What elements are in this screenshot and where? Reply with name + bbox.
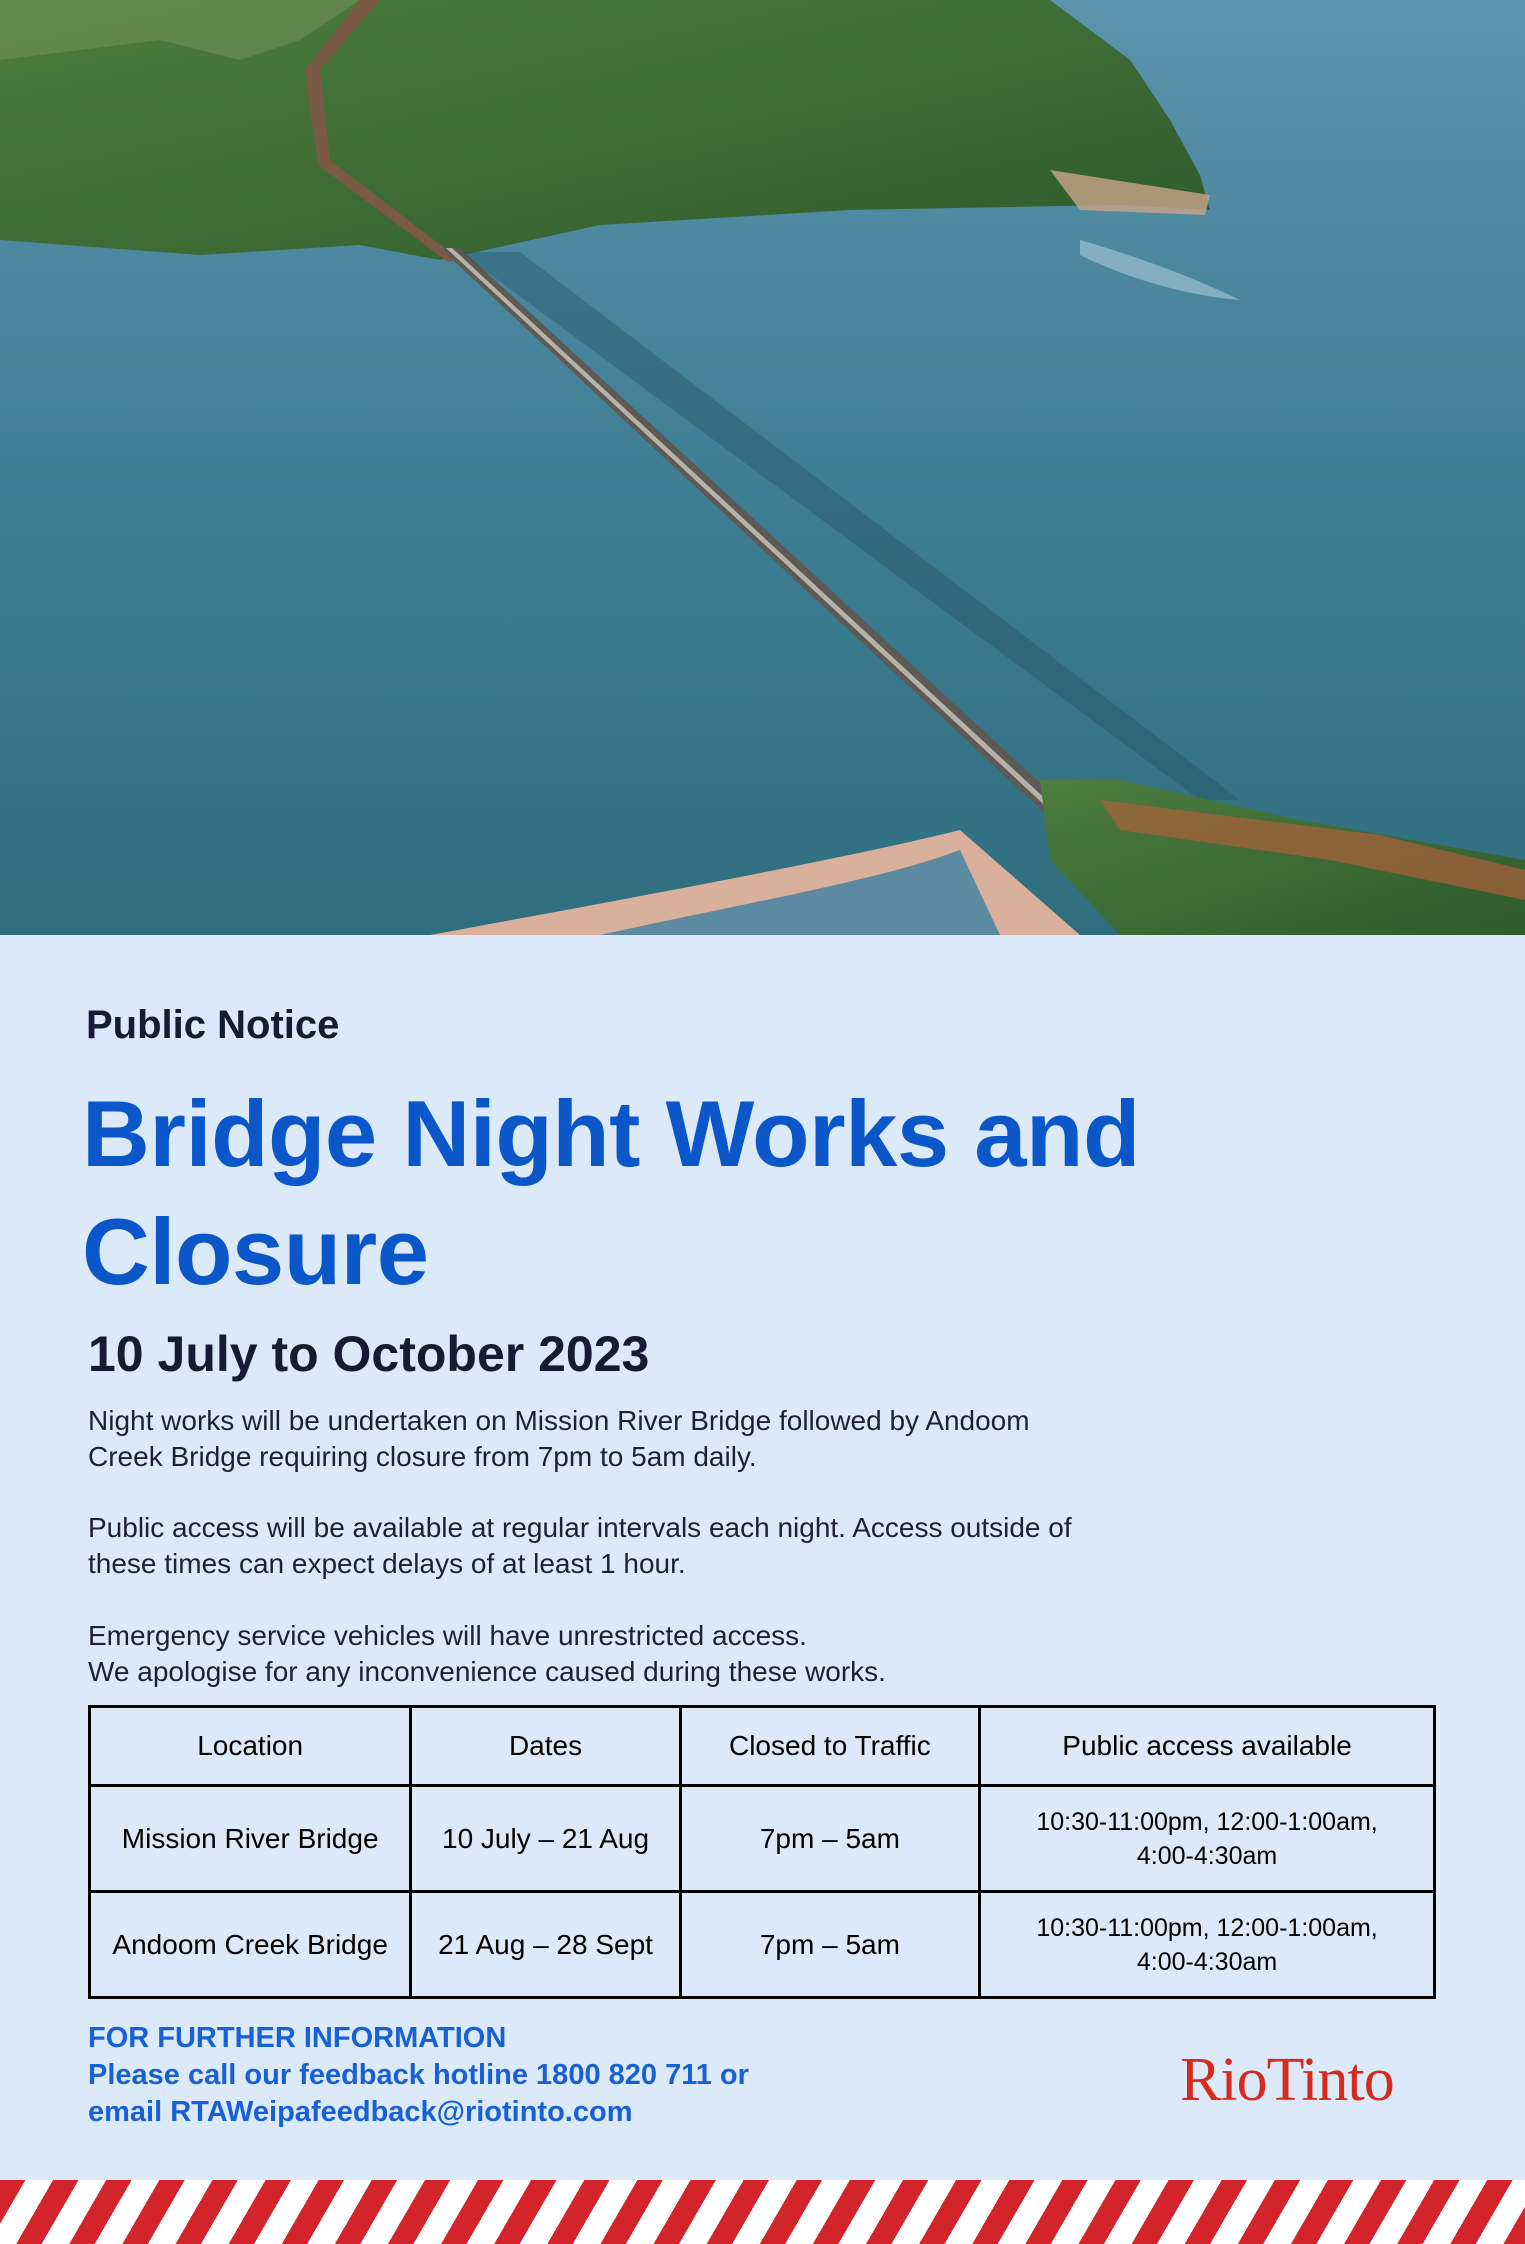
contact-email-link[interactable]: email RTAWeipafeedback@riotinto.com xyxy=(88,2096,633,2128)
contact-block xyxy=(88,2020,988,2131)
rio-tinto-logo: RioTinto xyxy=(1180,2046,1394,2114)
cell-closed: 7pm – 5am xyxy=(680,1786,979,1892)
notice-paragraph: Public access will be available at regular intervals each night. Access outside of these times can expect delays of at least 1 hour. xyxy=(88,1512,1072,1579)
page-title: Bridge Night Works and Closure xyxy=(82,1081,1140,1304)
column-header-closed: Closed to Traffic xyxy=(680,1707,979,1786)
notice-paragraph: Emergency service vehicles will have unrestricted access. We apologise for any inconvenience caused during these works. xyxy=(88,1620,886,1687)
cell-closed: 7pm – 5am xyxy=(680,1892,979,1998)
table-row xyxy=(90,1892,1435,1998)
table-row xyxy=(90,1786,1435,1892)
cell-access: 10:30-11:00pm, 12:00-1:00am, 4:00-4:30am xyxy=(980,1786,1435,1892)
notice-kicker: Public Notice xyxy=(86,1003,340,1047)
contact-hotline: Please call our feedback hotline 1800 820 711 or xyxy=(88,2059,749,2091)
notice-paragraph: Night works will be undertaken on Mission River Bridge followed by Andoom Creek Bridge requiring closure from 7pm to 5am daily. xyxy=(88,1405,1030,1472)
cell-dates: 21 Aug – 28 Sept xyxy=(411,1892,680,1998)
aerial-bridge-image xyxy=(0,0,1525,935)
cell-location: Andoom Creek Bridge xyxy=(90,1892,411,1998)
notice-dates: 10 July to October 2023 xyxy=(88,1326,650,1382)
cell-dates: 10 July – 21 Aug xyxy=(411,1786,680,1892)
cell-location: Mission River Bridge xyxy=(90,1786,411,1892)
hero-photo xyxy=(0,0,1525,935)
column-header-location: Location xyxy=(90,1707,411,1786)
column-header-access: Public access available xyxy=(980,1707,1435,1786)
table-header-row xyxy=(90,1707,1435,1786)
column-header-dates: Dates xyxy=(411,1707,680,1786)
closure-schedule-table xyxy=(88,1705,1436,1999)
notice-panel xyxy=(0,935,1525,2180)
hazard-stripe-border xyxy=(0,2180,1525,2244)
contact-heading: FOR FURTHER INFORMATION xyxy=(88,2022,507,2054)
cell-access: 10:30-11:00pm, 12:00-1:00am, 4:00-4:30am xyxy=(980,1892,1435,1998)
